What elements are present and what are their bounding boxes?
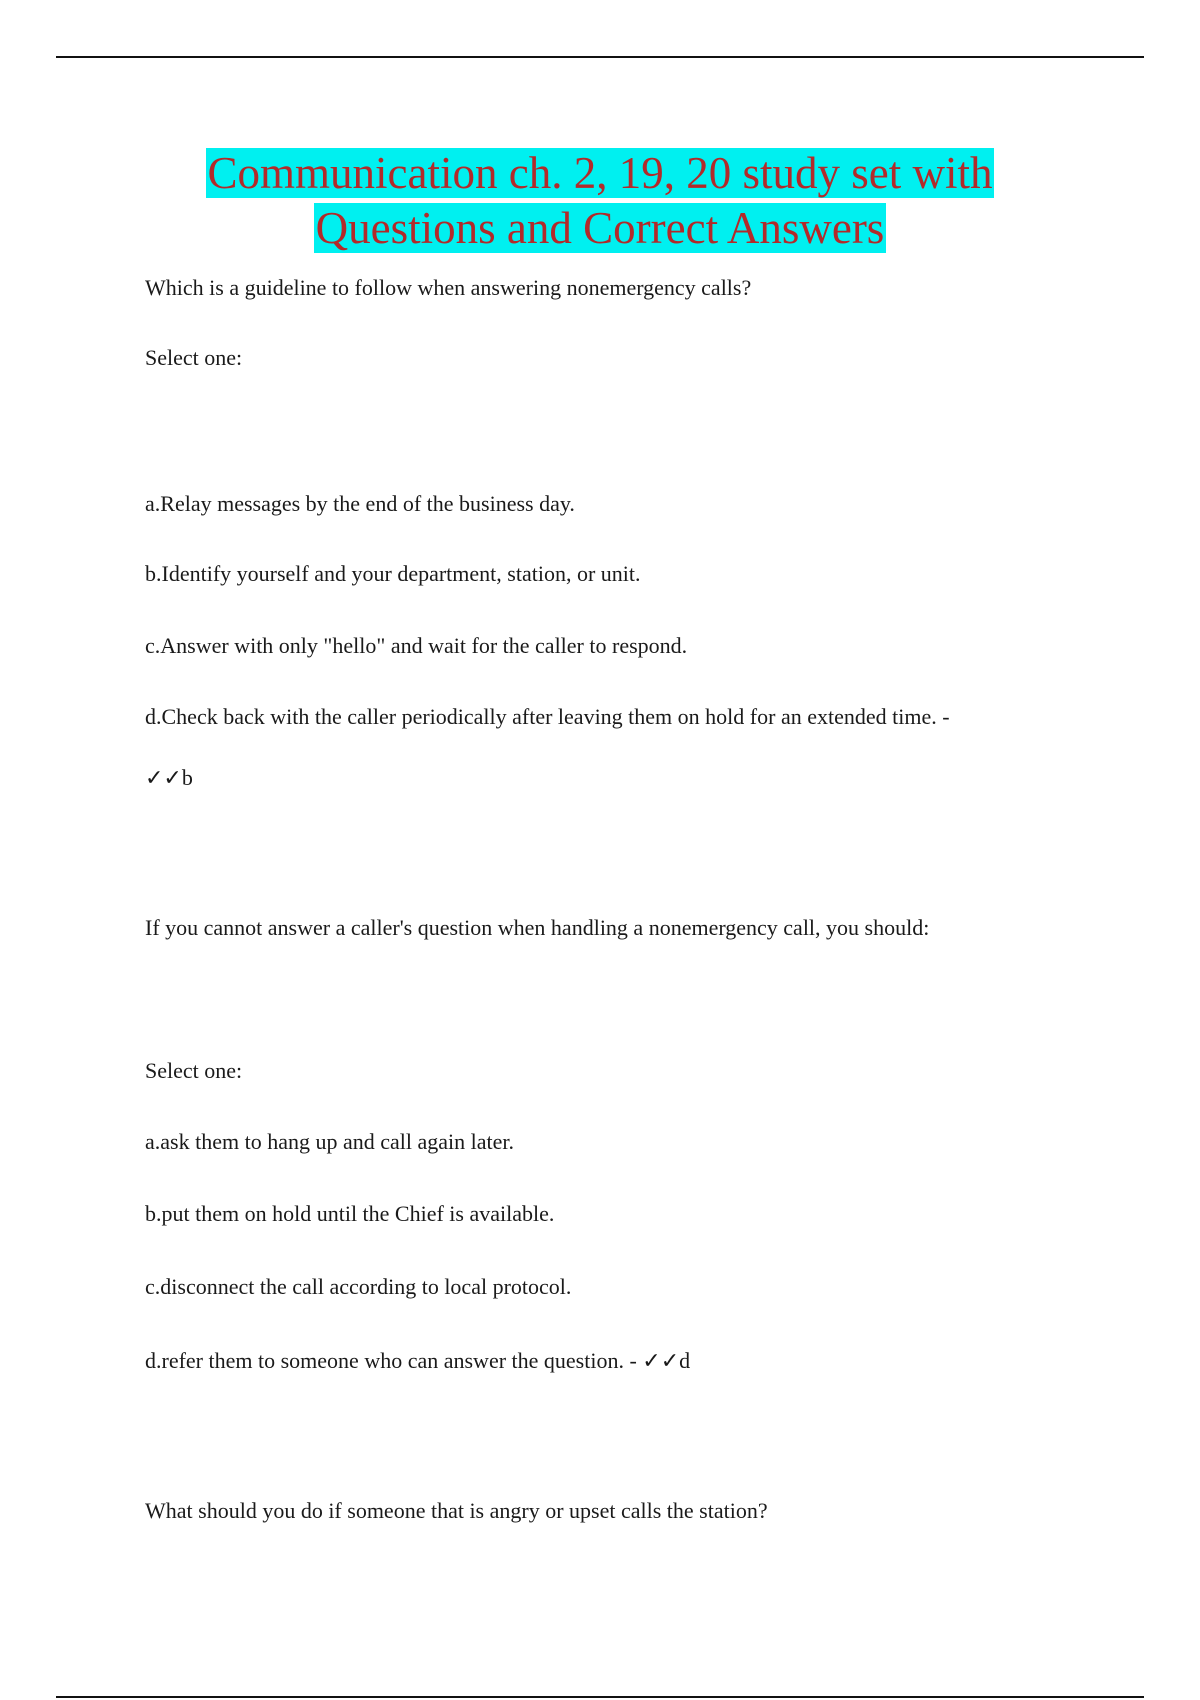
- document-title: [0, 146, 1200, 256]
- question-2-select-label: Select one:: [145, 1058, 243, 1083]
- question-1-option-a: a.Relay messages by the end of the business day.: [145, 491, 575, 516]
- question-2-option-d: [145, 1347, 690, 1376]
- top-rule: [56, 56, 1144, 58]
- question-1-answer: [145, 764, 193, 793]
- question-1-answer-letter: b: [181, 765, 193, 790]
- title-line-1: Communication ch. 2, 19, 20 study set with: [207, 148, 993, 198]
- question-2-option-a: a.ask them to hang up and call again later.: [145, 1129, 514, 1154]
- question-1-option-b: b.Identify yourself and your department, station, or unit.: [145, 561, 641, 586]
- question-2-option-c: c.disconnect the call according to local protocol.: [145, 1274, 572, 1299]
- checkmark-icon: ✓✓: [642, 1349, 680, 1374]
- question-3-prompt: What should you do if someone that is angry or upset calls the station?: [145, 1498, 768, 1523]
- question-1-option-c: c.Answer with only "hello" and wait for the caller to respond.: [145, 633, 688, 658]
- question-2-option-d-text: d.refer them to someone who can answer the question. -: [145, 1348, 637, 1373]
- question-2-option-b: b.put them on hold until the Chief is available.: [145, 1201, 555, 1226]
- checkmark-icon: ✓✓: [145, 766, 182, 791]
- question-1-prompt: Which is a guideline to follow when answering nonemergency calls?: [145, 275, 752, 300]
- question-2-prompt: If you cannot answer a caller's question when handling a nonemergency call, you should:: [145, 915, 930, 940]
- question-1-option-d: d.Check back with the caller periodically after leaving them on hold for an extended time. -: [145, 704, 950, 729]
- question-2-answer-letter: d: [679, 1348, 691, 1373]
- title-line-2: Questions and Correct Answers: [315, 203, 885, 253]
- bottom-rule: [56, 1696, 1144, 1698]
- question-1-select-label: Select one:: [145, 345, 243, 370]
